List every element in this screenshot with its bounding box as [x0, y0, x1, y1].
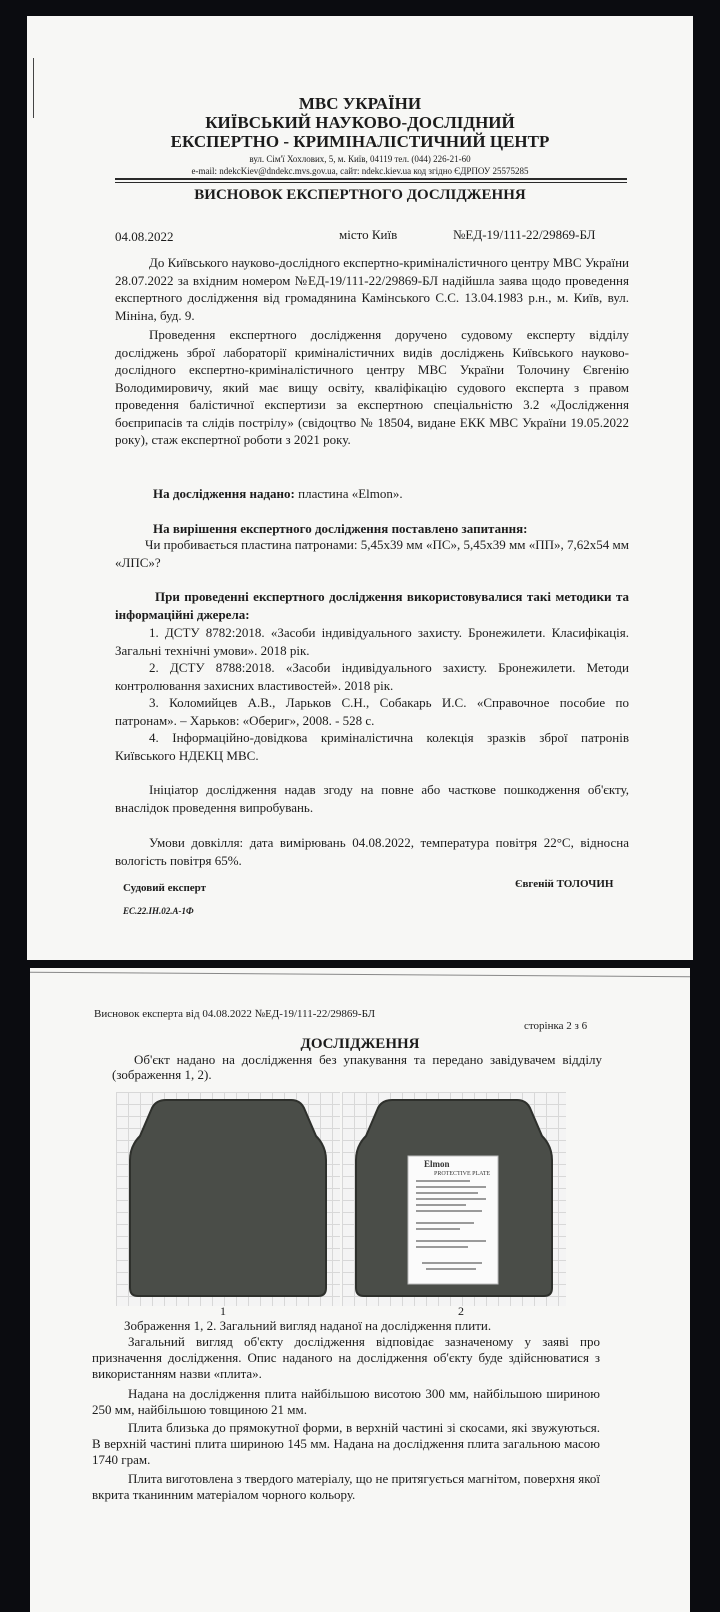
- image-caption: Зображення 1, 2. Загальний вигляд наданої на дослідження плити.: [124, 1318, 492, 1333]
- org-line-3: ЕКСПЕРТНО - КРИМІНАЛІСТИЧНИЙ ЦЕНТР: [170, 132, 550, 151]
- document-date: 04.08.2022: [115, 229, 174, 244]
- org-line-1: МВС УКРАЇНИ: [298, 94, 422, 113]
- document-title: ВИСНОВОК ЕКСПЕРТНОГО ДОСЛІДЖЕННЯ: [194, 187, 526, 203]
- provided-value: пластина «Elmon».: [294, 486, 403, 501]
- org-address: вул. Сім'ї Хохлових, 5, м. Київ, 04119 тел. (044) 226-21-60: [249, 154, 471, 164]
- paragraph-expert: Проведення експертного дослідження доручено судовому експерту відділу досліджень зброї лабораторії криміналістичних видів досліджень Київського науково-дослідного експертно-криміналістичного центру МВС України Толочину Євгенію Володимировичу, який має вищу освіту, кваліфікацію судового експерта з правом проведення балістичної експертизи за експертною спеціальністю 3.2 «Дослідження боєприпасів та слідів пострілу» (свідоцтво № 18504, видане ЕКК МВС України 19.05.2022 року), стаж експертної роботи з 2021 року.: [115, 327, 629, 447]
- plate-label-text: PROTECTIVE PLATE: [434, 1171, 491, 1177]
- question-text: Чи пробивається пластина патронами: 5,45х39 мм «ПС», 5,45х39 мм «ПП», 7,62х54 мм «ЛПС»?: [115, 537, 629, 570]
- plate-front-graphic: [116, 1092, 340, 1306]
- method-item-1: 1. ДСТУ 8782:2018. «Засоби індивідуального захисту. Бронежилети. Класифікація. Загальні технічні умови». 2018 рік.: [115, 625, 629, 658]
- image-2-number: 2: [458, 1304, 464, 1318]
- document-number: №ЕД-19/111-22/29869-БЛ: [453, 227, 596, 242]
- paragraph-dimensions: Надана на дослідження плита найбільшою висотою 300 мм, найбільшою шириною 250 мм, найбільшою товщиною 21 мм.: [92, 1386, 600, 1417]
- paragraph-application: До Київського науково-дослідного експертно-криміналістичного центру МВС України 28.07.2022 за вхідним номером №ЕД-19/111-22/29869-БЛ надійшла заява щодо проведення експертного дослідження від громадянина Камінського С.С. 13.04.1983 р.н., м. Київ, вул. Мініна, буд. 9.: [115, 255, 629, 323]
- signer-role: Судовий експерт: [123, 882, 207, 894]
- signer-name: Євгеній ТОЛОЧИН: [515, 878, 614, 890]
- photo-plate-back: [342, 1092, 566, 1306]
- scan-edge-line: [30, 972, 690, 978]
- method-item-4: 4. Інформаційно-довідкова криміналістична колекція зразків зброї патронів Київського НДЕКЦ МВС.: [115, 730, 629, 763]
- document-page-2: [30, 968, 690, 1612]
- header-rule-top: [115, 178, 627, 180]
- image-1-number: 1: [220, 1304, 226, 1318]
- section-title: ДОСЛІДЖЕННЯ: [300, 1036, 420, 1052]
- plate-back-graphic: [342, 1092, 566, 1306]
- consent-paragraph: Ініціатор дослідження надав згоду на повне або часткове пошкодження об'єкту, внаслідок проведення випробувань.: [115, 782, 629, 815]
- header-rule-bottom: [115, 182, 627, 183]
- question-heading: На вирішення експертного дослідження поставлено запитання:: [153, 521, 528, 536]
- paragraph-general-view: Загальний вигляд об'єкту дослідження відповідає зазначеному у заяві про призначення дослідження. Опис наданого на дослідження об'єкту буде здійснюватися з використанням назви «плита».: [92, 1334, 600, 1381]
- page-header-right: сторінка 2 з 6: [524, 1020, 588, 1032]
- org-line-2: КИЇВСЬКИЙ НАУКОВО-ДОСЛІДНИЙ: [205, 113, 515, 132]
- methods-heading: При проведенні експертного дослідження використовувалися такі методики та інформаційні джерела:: [115, 589, 629, 622]
- method-item-2: 2. ДСТУ 8788:2018. «Засоби індивідуального захисту. Бронежилети. Методи контролювання захисних властивостей». 2018 рік.: [115, 660, 629, 693]
- intro-paragraph: Об'єкт надано на дослідження без упакування та передано завідувачем відділу (зображення 1, 2).: [112, 1052, 602, 1082]
- method-item-3: 3. Коломийцев А.В., Ларьков С.Н., Собакарь И.С. «Справочное пособие по патронам». – Харьков: «Обериг», 2008. - 528 с.: [115, 695, 629, 728]
- org-contacts: e-mail: ndekcKiev@dndekc.mvs.gov.ua, сайт: ndekc.kiev.ua код згідно ЄДРПОУ 25575285: [191, 166, 529, 176]
- document-page-1: [27, 16, 693, 960]
- conditions-paragraph: Умови довкілля: дата вимірювань 04.08.2022, температура повітря 22°С, відносна вологість повітря 65%.: [115, 835, 629, 868]
- provided-label: На дослідження надано:: [153, 486, 295, 501]
- page-header-left: Висновок експерта від 04.08.2022 №ЕД-19/111-22/29869-БЛ: [94, 1008, 376, 1020]
- document-city: місто Київ: [339, 227, 398, 242]
- form-code: ЕС.22.ІН.02.А-1Ф: [123, 906, 194, 916]
- paragraph-material: Плита виготовлена з твердого матеріалу, що не притягується магнітом, поверхня якої вкрита тканинним матеріалом чорного кольору.: [92, 1471, 600, 1502]
- provided-line: [153, 485, 403, 503]
- paragraph-shape: Плита близька до прямокутної форми, в верхній частині зі скосами, які звужуються. В верхній частині плита шириною 145 мм. Надана на дослідження плита загальною масою 1740 грам.: [92, 1420, 600, 1467]
- plate-label-brand: Elmon: [424, 1159, 450, 1169]
- photo-plate-front: [116, 1092, 340, 1306]
